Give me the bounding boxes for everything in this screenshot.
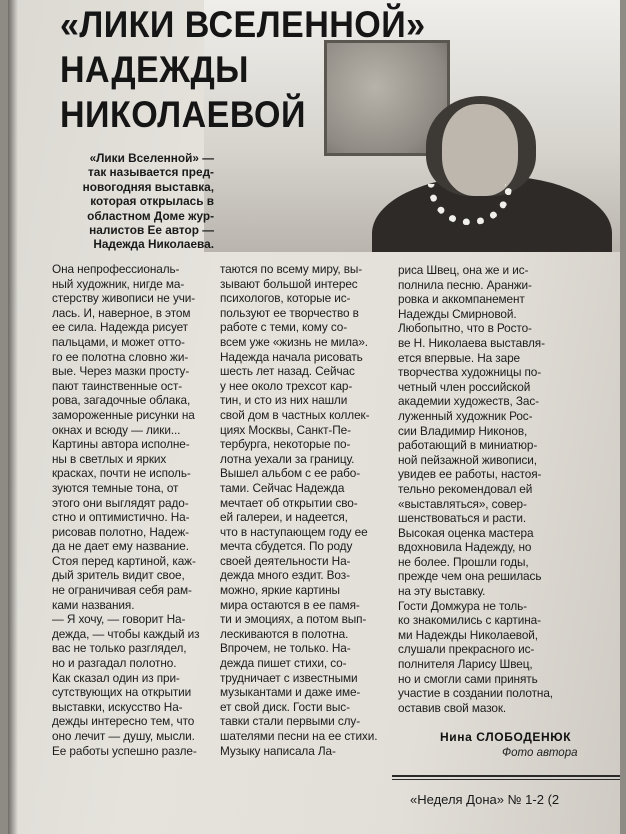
- article-lead: «Лики Вселенной» — так называется пред- новогодняя выставка, которая открылась в областном Доме жур- налистов Ее автор — Надежда Николаева.: [82, 151, 214, 252]
- headline-line-3: НИКОЛАЕВОЙ: [60, 94, 306, 135]
- newspaper-footer: «Неделя Дона» № 1-2 (2: [410, 792, 560, 807]
- article-column-1: Она непрофессиональ- ный художник, нигде ма- стерству живописи не учи- лась. И, наверное, в этом ее сила. Надежда рисует пальцами, и может отто- го ее полотна словно жи- вые. Через мазки просту- пают таинственные ост- рова, загадочные облака, замороженные рисунки на окнах и всюду — лики... Картины автора исполне- ны в светлых и ярких красках, почти не исполь- зуются темные тона, от этого они выглядят радо- стно и оптимистично. На- рисовав полотно, Надеж- да не дает ему название. Стоя перед картиной, каж- дый зритель видит свое, не ограничивая себя рам- ками названия. — Я хочу, — говорит На- дежда, — чтобы каждый из вас не только разглядел, но и разгадал полотно. Как сказал один из при- сутствующих на открытии выставки, искусство На- дежды интересно тем, что оно лечит — душу, мысли. Ее работы успешно разле-: [52, 262, 200, 758]
- article-column-3: риса Швец, она же и ис- полнила песню. Аранжи- ровка и аккомпанемент Надежды Смирновой. Любопытно, что в Росто- ве Н. Николаева выставля- ется впервые. На заре творчества художницы по- четный член российской академии художеств, Заc- луженный художник Рос- сии Владимир Никонов, работающий в миниатюр- ной пейзажной живописи, увидев ее работы, настоя- тельно рекомендовал ей «выставляться», совер- шенствоваться и расти. Высокая оценка мастера вдохновила Надежду, но не более. Прошли годы, прежде чем она решилась на эту выставку. Гости Домжура не толь- ко знакомились с картина- ми Надежды Николаевой, слушали прекрасного ис- полнителя Ларису Швец, но и смогли сами принять участие в создании полотна, оставив свой мазок.: [398, 263, 553, 715]
- page-edge-shadow: [8, 0, 18, 834]
- article-column-2: таются по всему миру, вы- зывают большой интерес психологов, которые ис- пользуют ее творчество в работе с теми, кому со- всем уже «жизнь не мила». Надежда начала рисовать шесть лет назад. Сейчас у нее около трехсот кар- тин, и сто из них нашли свой дом в частных коллек- циях Москвы, Санкт-Пе- тербурга, некоторые по- лотна уехали за границу. Вышел альбом с ее рабо- тами. Сейчас Надежда мечтает об открытии сво- ей галереи, и надеется, что в наступающем году ее мечта сбудется. По роду своей деятельности На- дежда много ездит. Воз- можно, яркие картины мира остаются в ее памя- ти и эмоциях, а потом вып- лескиваются в полотна. Впрочем, не только. На- дежда пишет стихи, со- трудничает с известными музыкантами и даже име- ет свой диск. Гости выс- тавки стали первыми слу- шателями песни на ее стихи. Музыку написала Ла-: [220, 262, 378, 758]
- footer-rule: [392, 775, 620, 777]
- newspaper-page: [8, 0, 620, 834]
- author-byline: Нина СЛОБОДЕНЮК: [440, 730, 572, 744]
- headline-line-1: «ЛИКИ ВСЕЛЕННОЙ»: [60, 4, 426, 45]
- photo-credit: Фото автора: [502, 747, 578, 759]
- headline-line-2: НАДЕЖДЫ: [60, 49, 249, 90]
- article-headline: [60, 2, 575, 137]
- footer-rule-thin: [392, 779, 620, 780]
